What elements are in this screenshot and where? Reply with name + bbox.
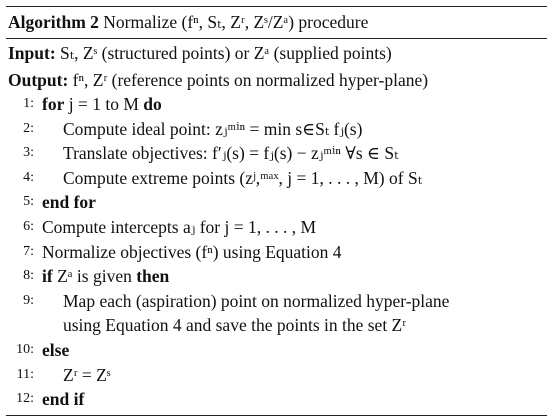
line-number: 6: bbox=[23, 218, 34, 234]
algo-line bbox=[6, 338, 547, 363]
caption-text: Normalize (fⁿ, Sₜ, Zʳ, Zˢ/Zᵃ) procedure bbox=[103, 12, 369, 32]
line-text: Translate objectives: f′ⱼ(s) = fⱼ(s) − zⱼᵐⁱⁿ ∀s ∈ Sₜ bbox=[63, 143, 399, 164]
line-number: 12: bbox=[16, 391, 34, 407]
input-line bbox=[6, 39, 547, 66]
line-number: 8: bbox=[23, 268, 34, 284]
algorithm-block bbox=[6, 6, 547, 416]
caption-label: Algorithm 2 bbox=[8, 12, 99, 32]
algo-line bbox=[6, 264, 547, 289]
input-text: Sₜ, Zˢ (structured points) or Zᵃ (supplied points) bbox=[60, 43, 392, 63]
algo-line bbox=[6, 166, 547, 191]
algo-line bbox=[6, 92, 547, 117]
line-text: end for bbox=[42, 192, 96, 213]
algo-line bbox=[6, 240, 547, 265]
line-text: Compute ideal point: zⱼᵐⁱⁿ = min s∈Sₜ fⱼ(s) bbox=[63, 118, 363, 139]
algo-line bbox=[6, 289, 547, 314]
algo-line bbox=[6, 387, 547, 412]
algo-line bbox=[6, 117, 547, 142]
line-number: 5: bbox=[23, 194, 34, 210]
line-text: Map each (aspiration) point on normalized hyper-plane bbox=[63, 290, 450, 311]
algorithm-caption bbox=[6, 7, 547, 38]
algo-line bbox=[6, 141, 547, 166]
line-text: Normalize objectives (fⁿ) using Equation 4 bbox=[42, 241, 342, 262]
output-line bbox=[6, 66, 547, 93]
algo-line bbox=[6, 363, 547, 388]
line-number: 4: bbox=[23, 169, 34, 185]
algorithm-lines bbox=[6, 92, 547, 412]
algo-line-continuation bbox=[6, 313, 547, 338]
line-number: 1: bbox=[23, 96, 34, 111]
line-number: 10: bbox=[16, 341, 34, 357]
algo-line bbox=[6, 215, 547, 240]
output-text: fⁿ, Zʳ (reference points on normalized hyper-plane) bbox=[72, 69, 429, 90]
input-label: Input: bbox=[8, 43, 56, 63]
line-text: end if bbox=[42, 389, 85, 410]
line-number: 3: bbox=[23, 145, 34, 161]
line-number: 9: bbox=[23, 292, 34, 308]
line-text: else bbox=[42, 339, 70, 360]
line-text: Compute extreme points (zʲ,ᵐᵃˣ, j = 1, . . . , M) of Sₜ bbox=[63, 167, 423, 188]
line-text: Compute intercepts aⱼ for j = 1, . . . , M bbox=[42, 216, 317, 237]
line-number: 2: bbox=[23, 120, 34, 136]
line-text: if Zᵃ is given then bbox=[42, 266, 170, 287]
line-number: 7: bbox=[23, 243, 34, 259]
algo-line bbox=[6, 190, 547, 215]
line-text: for j = 1 to M do bbox=[42, 94, 162, 114]
line-text: Zʳ = Zˢ bbox=[63, 364, 111, 385]
output-label: Output: bbox=[8, 69, 69, 90]
line-text: using Equation 4 and save the points in the set Zʳ bbox=[63, 315, 407, 336]
line-number: 11: bbox=[16, 366, 34, 382]
bottom-rule bbox=[6, 415, 547, 416]
